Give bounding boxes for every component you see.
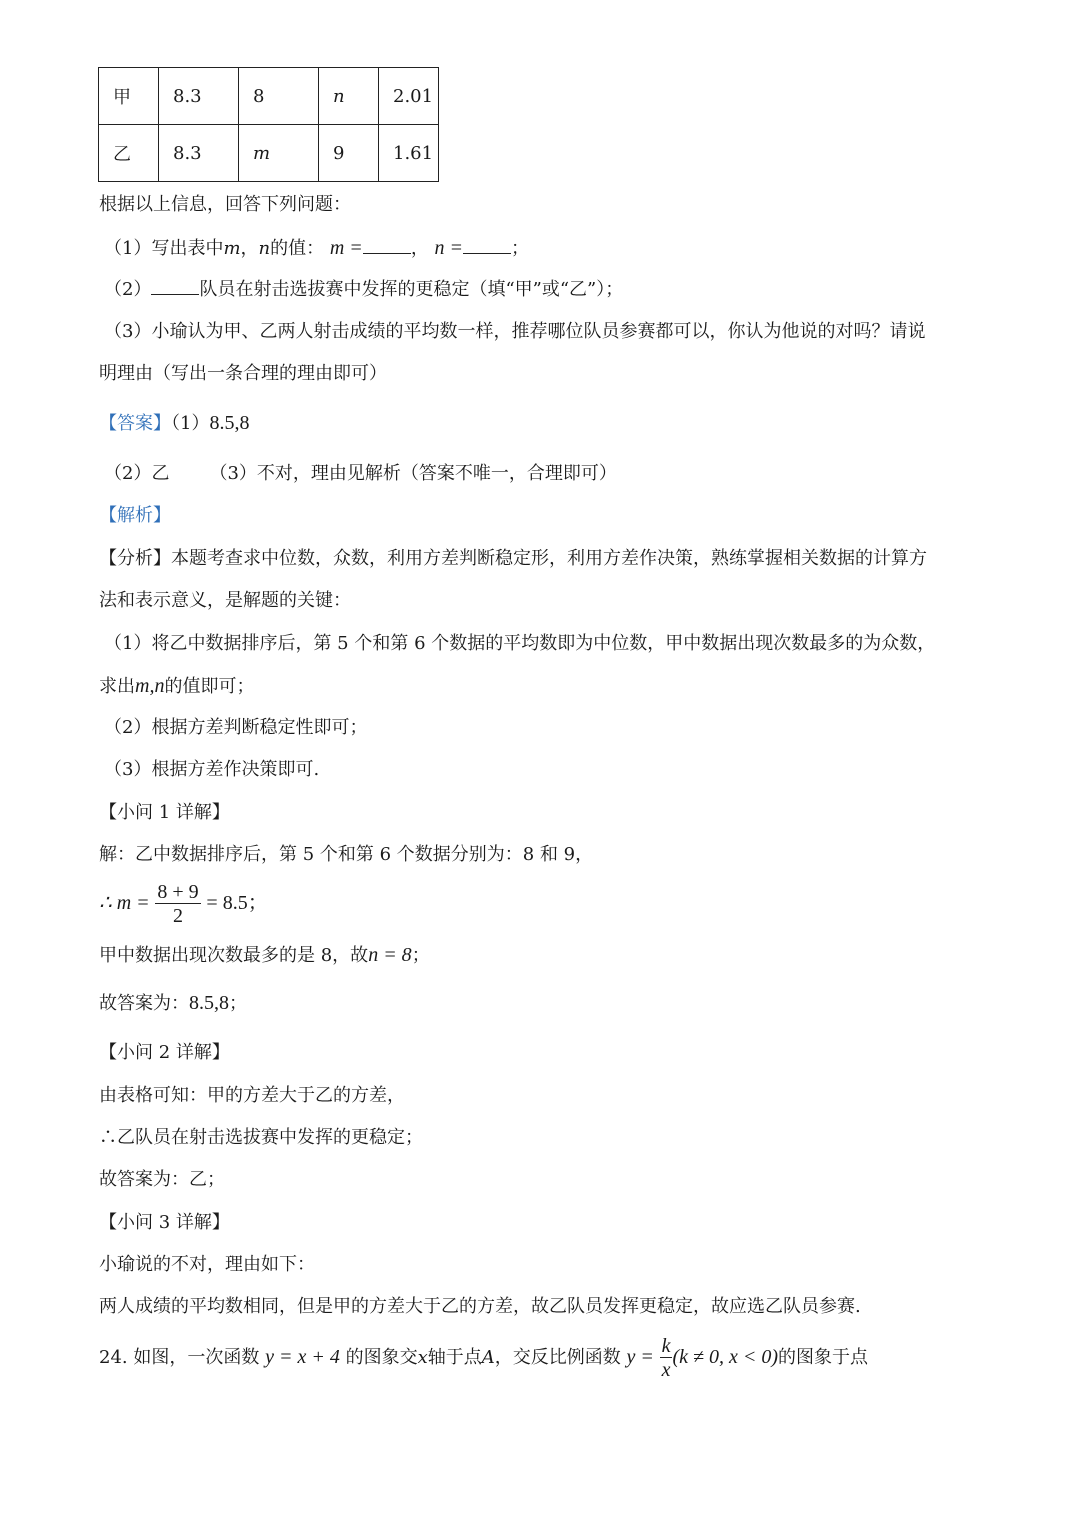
detail1-line4	[99, 991, 247, 1016]
detail1-line4-prefix: 故答案为：	[99, 993, 189, 1014]
table-cell: 乙	[99, 125, 159, 182]
answer-blank	[463, 237, 511, 254]
detail3-line1: 小瑜说的不对，理由如下：	[99, 1254, 315, 1275]
q1-n: n	[258, 238, 271, 259]
fraction-numerator: 8 + 9	[157, 880, 199, 903]
step1-math: m,n	[135, 675, 165, 697]
detail1-line3	[99, 943, 430, 968]
analysis-step1-line1: （1）将乙中数据排序后，第 5 个和第 6 个数据的平均数即为中位数，甲中数据出现次数最多的为众数，	[104, 633, 936, 654]
answer-1-value: 8.5,8	[209, 412, 250, 434]
fraction-numerator: k	[661, 1334, 671, 1357]
analysis-tag: 【解析】	[99, 505, 171, 526]
q24-func1: y = x + 4	[265, 1346, 340, 1368]
q24-mid3: ，交反比例函数	[494, 1347, 621, 1368]
analysis-step1-line2	[99, 674, 254, 699]
fraction-denominator: 2	[173, 904, 184, 927]
table-cell: 8.3	[159, 125, 239, 182]
detail1-result: = 8.5；	[206, 892, 268, 914]
detail2-title: 【小问 2 详解】	[99, 1042, 230, 1063]
answer-tag: 【答案】	[99, 413, 171, 434]
answer-line-2	[104, 462, 617, 486]
analysis-fenxi-line1: 【分析】本题考查求中位数，众数，利用方差判断稳定形，利用方差作决策，熟练掌握相关数据的计算方	[99, 548, 927, 569]
q24-mid1: 的图象交	[345, 1347, 418, 1368]
q24-x: x	[417, 1347, 428, 1368]
question-3-line2: 明理由（写出一条合理的理由即可）	[99, 363, 387, 384]
q24-condition: (k ≠ 0, x < 0)	[672, 1346, 779, 1368]
analysis-step2: （2）根据方差判断稳定性即可；	[104, 717, 368, 738]
answer-2: （2）乙	[104, 463, 170, 484]
q24-A: A	[481, 1347, 495, 1368]
answer-3: （3）不对，理由见解析（答案不唯一，合理即可）	[209, 463, 617, 484]
table-cell: 2.01	[379, 68, 439, 125]
fraction	[155, 881, 200, 928]
answer-line-1	[99, 411, 249, 436]
step1-prefix: 求出	[99, 676, 135, 697]
detail1-line2	[99, 878, 268, 929]
analysis-step3: （3）根据方差作决策即可.	[104, 759, 320, 780]
answer-blank	[363, 237, 411, 254]
score-stats-table	[98, 67, 439, 182]
q1-m: m	[223, 238, 241, 259]
detail3-line2: 两人成绩的平均数相同，但是甲的方差大于乙的方差，故乙队员发挥更稳定，故应选乙队员参赛.	[99, 1296, 861, 1317]
detail1-line1: 解：乙中数据排序后，第 5 个和第 6 个数据分别为：8 和 9，	[99, 844, 594, 865]
table-row	[99, 68, 439, 125]
detail1-line3-end: ；	[411, 945, 430, 966]
q1-n-eq: n =	[434, 237, 464, 259]
step1-suffix: 的值即可；	[164, 676, 255, 697]
table-cell: 甲	[99, 68, 159, 125]
q24-y-eq: y =	[626, 1346, 654, 1368]
detail1-line3-prefix: 甲中数据出现次数最多的是 8，故	[99, 945, 369, 966]
table-cell: n	[319, 68, 379, 125]
q1-sep: ，	[240, 238, 259, 259]
table-cell: 1.61	[379, 125, 439, 182]
question-3-line1: （3）小瑜认为甲、乙两人射击成绩的平均数一样，推荐哪位队员参赛都可以，你认为他说的对吗？请说	[104, 321, 926, 342]
detail2-line1: 由表格可知：甲的方差大于乙的方差，	[99, 1085, 405, 1106]
question-2	[104, 278, 623, 302]
question-1	[104, 236, 529, 261]
table-row	[99, 125, 439, 182]
detail1-line4-math: 8.5,8	[189, 992, 229, 1014]
detail1-m-eq: ∴ m =	[99, 892, 150, 914]
table-cell: 8	[239, 68, 319, 125]
fraction-denominator: x	[661, 1358, 671, 1381]
detail1-title: 【小问 1 详解】	[99, 802, 230, 823]
q24-prefix: 24. 如图，一次函数	[99, 1347, 260, 1368]
q2-text: 队员在射击选拔赛中发挥的更稳定（填“甲”或“乙”）；	[199, 279, 624, 300]
q24-suffix: 的图象于点	[778, 1347, 869, 1368]
fraction	[660, 1335, 673, 1382]
table-cell: 8.3	[159, 68, 239, 125]
answer-1-prefix: （1）	[171, 413, 210, 434]
q2-prefix: （2）	[104, 279, 152, 300]
q1-end: ；	[511, 238, 530, 259]
table-cell: 9	[319, 125, 379, 182]
detail3-title: 【小问 3 详解】	[99, 1212, 230, 1233]
q24-mid2: 轴于点	[427, 1347, 482, 1368]
table-cell: m	[239, 125, 319, 182]
detail1-line3-math: n = 8	[368, 944, 412, 966]
q1-comma: ，	[410, 238, 429, 259]
q1-mid: 的值：	[270, 238, 325, 259]
answer-blank	[151, 278, 199, 295]
analysis-fenxi-line2: 法和表示意义，是解题的关键：	[99, 590, 351, 611]
q1-m-eq: m =	[329, 237, 363, 259]
question-24	[99, 1332, 868, 1383]
q1-prefix: （1）写出表中	[104, 238, 224, 259]
question-intro: 根据以上信息，回答下列问题：	[99, 194, 351, 215]
detail1-line4-end: ；	[229, 993, 247, 1014]
detail2-line2: ∴乙队员在射击选拔赛中发挥的更稳定；	[99, 1127, 423, 1148]
detail2-line3: 故答案为：乙；	[99, 1169, 225, 1190]
